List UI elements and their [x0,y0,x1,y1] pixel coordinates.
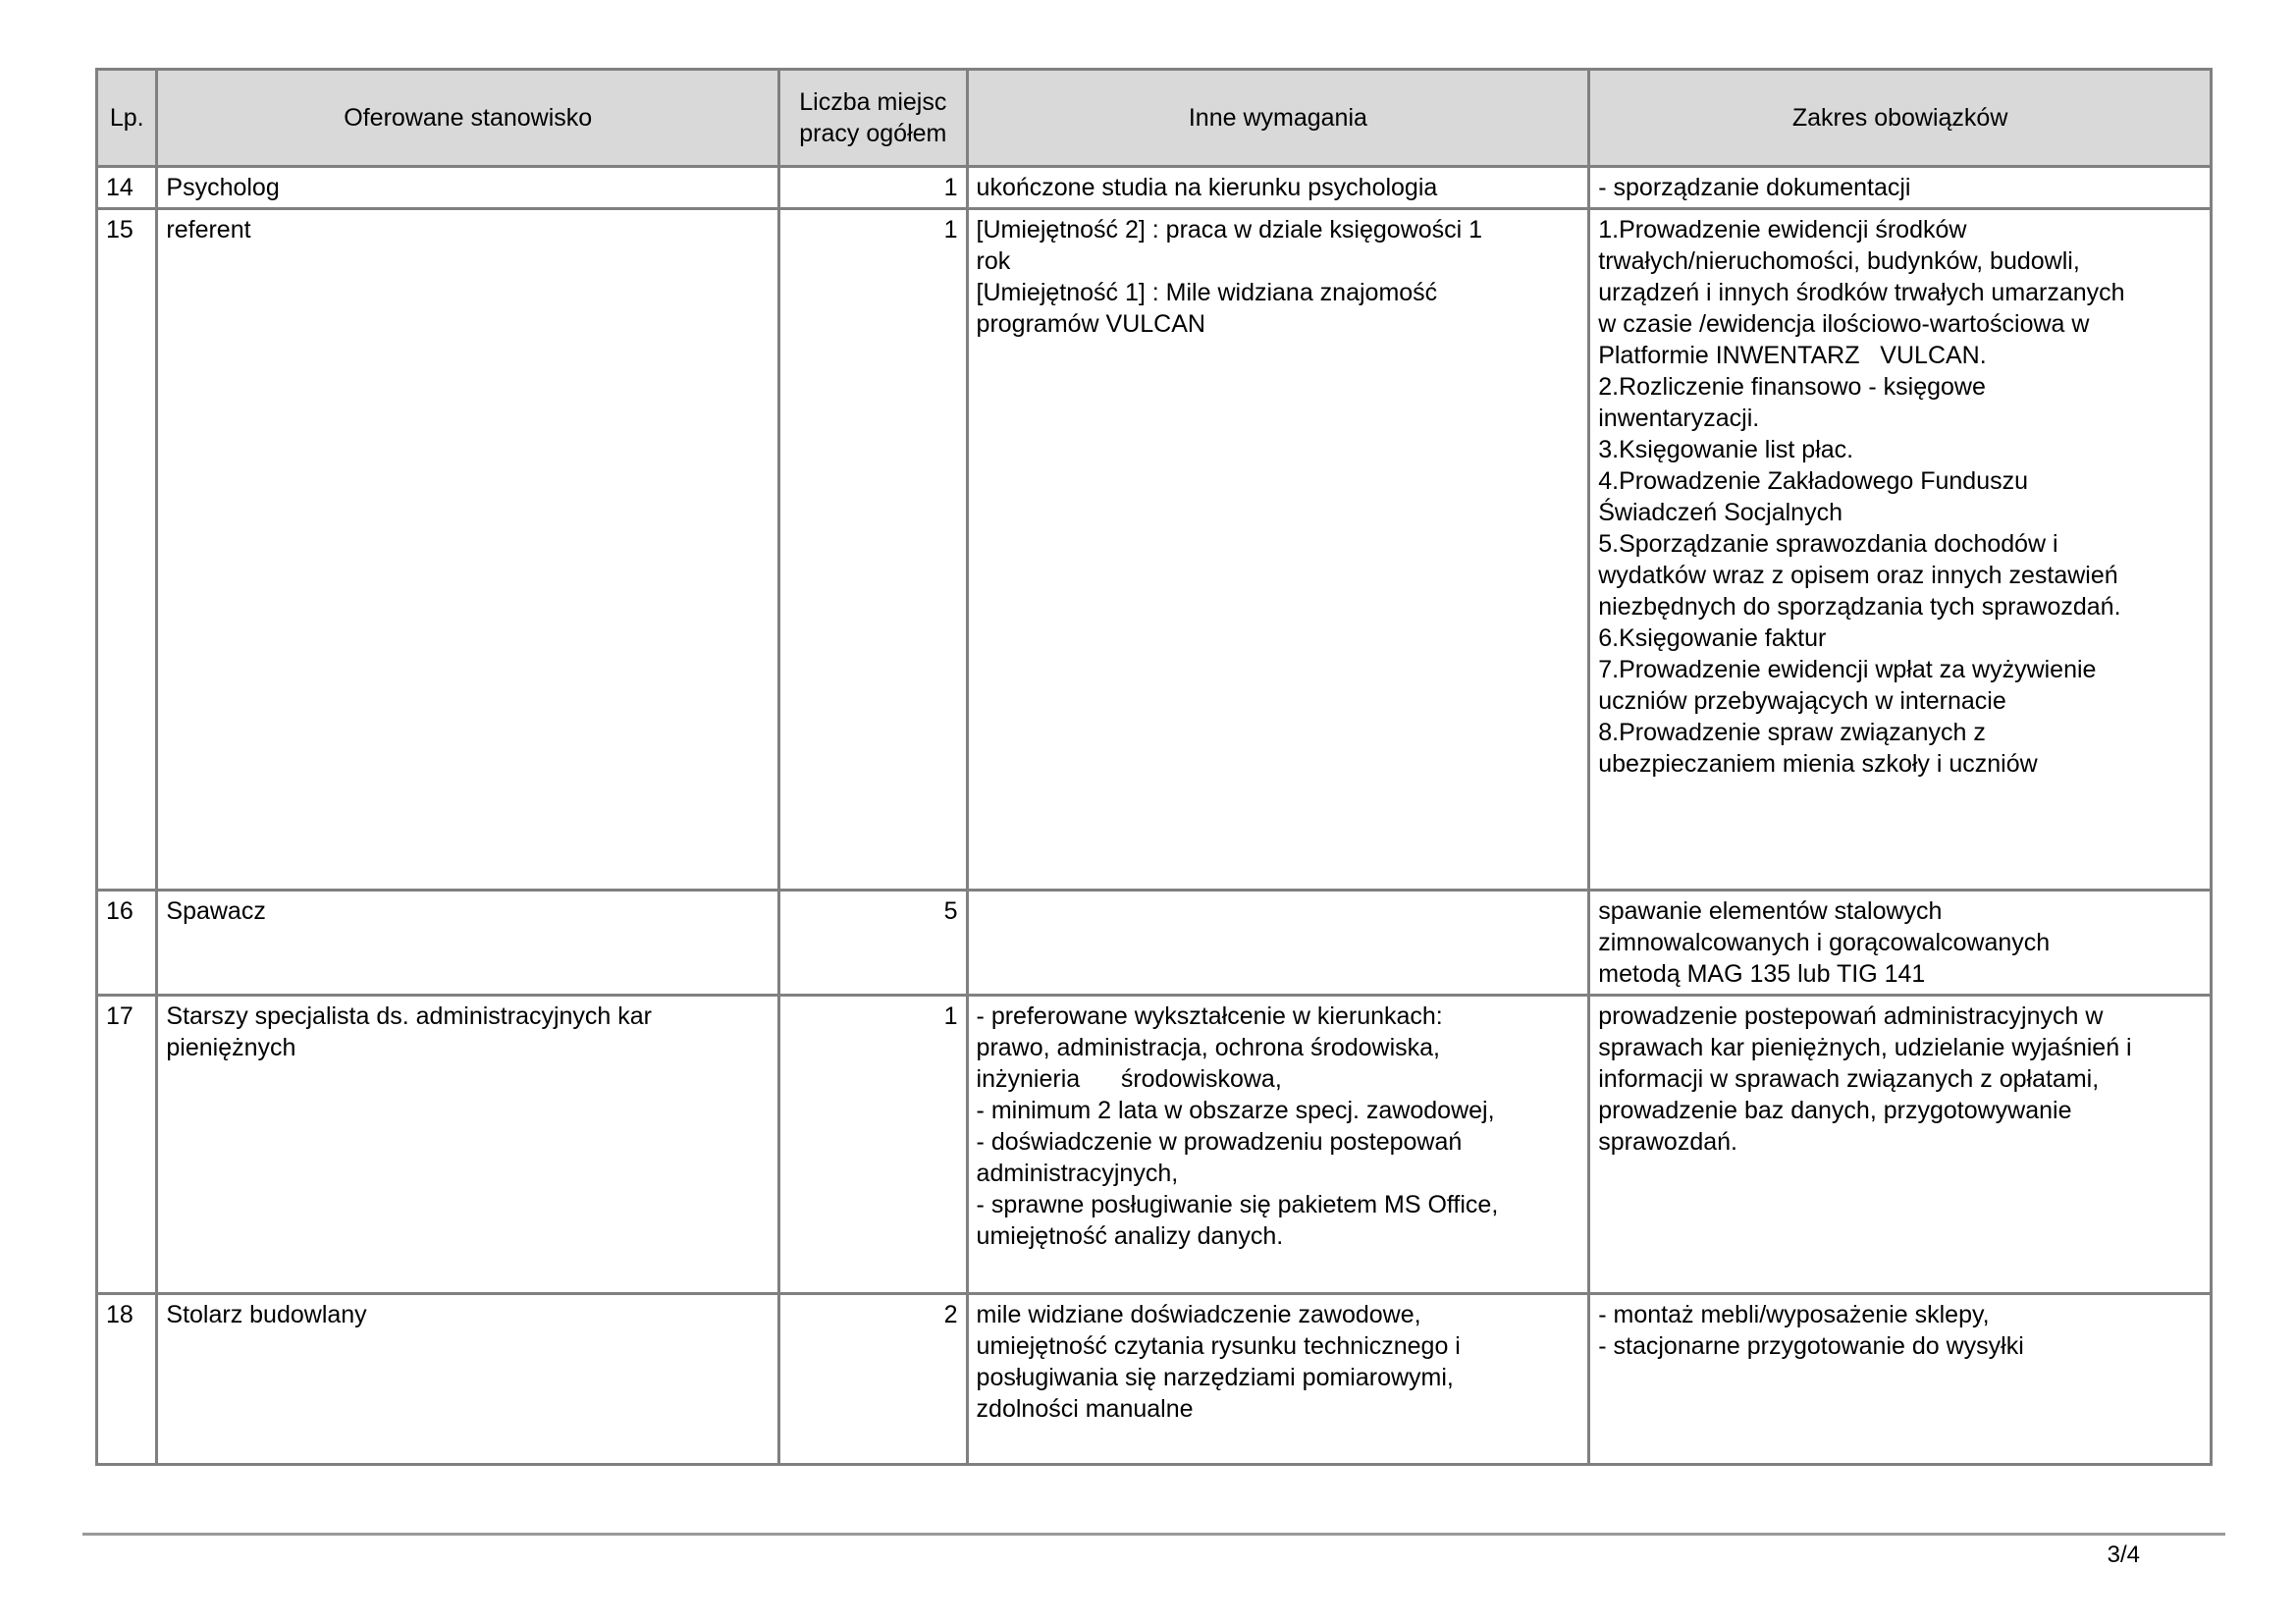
cell-count: 1 [779,209,967,891]
header-duties: Zakres obowiązków [1589,70,2212,167]
table-row [97,891,2212,996]
cell-duties: 1.Prowadzenie ewidencji środków trwałych/nieruchomości, budynków, budowli, urządzeń i innych środków trwałych umarzanych w czasie /ewidencja ilościowo-wartościowa w Platformie INWENTARZ VULCAN. 2.Rozliczenie finansowo - księgowe inwentaryzacji. 3.Księgowanie list płac. 4.Prowadzenie Zakładowego Funduszu Świadczeń Socjalnych 5.Sporządzanie sprawozdania dochodów i wydatków wraz z opisem oraz innych zestawień niezbędnych do sporządzania tych sprawozdań. 6.Księgowanie faktur 7.Prowadzenie ewidencji wpłat za wyżywienie uczniów przebywających w internacie 8.Prowadzenie spraw związanych z ubezpieczaniem mienia szkoły i uczniów [1589,209,2212,891]
cell-position: Stolarz budowlany [157,1294,779,1465]
footer-divider [82,1533,2225,1536]
cell-count: 2 [779,1294,967,1465]
header-requirements: Inne wymagania [967,70,1589,167]
cell-lp: 16 [97,891,157,996]
table-row [97,209,2212,891]
cell-position: Starszy specjalista ds. administracyjnych kar pieniężnych [157,996,779,1294]
cell-duties: - montaż mebli/wyposażenie sklepy, - stacjonarne przygotowanie do wysyłki [1589,1294,2212,1465]
table-row [97,167,2212,209]
cell-position: referent [157,209,779,891]
cell-duties: - sporządzanie dokumentacji [1589,167,2212,209]
cell-count: 5 [779,891,967,996]
cell-position: Spawacz [157,891,779,996]
cell-count: 1 [779,996,967,1294]
cell-requirements: [Umiejętność 2] : praca w dziale księgowości 1 rok [Umiejętność 1] : Mile widziana znajomość programów VULCAN [967,209,1589,891]
cell-lp: 18 [97,1294,157,1465]
cell-count: 1 [779,167,967,209]
cell-lp: 17 [97,996,157,1294]
cell-requirements: ukończone studia na kierunku psychologia [967,167,1589,209]
cell-lp: 14 [97,167,157,209]
cell-requirements: mile widziane doświadczenie zawodowe, umiejętność czytania rysunku technicznego i posługiwania się narzędziami pomiarowymi, zdolności manualne [967,1294,1589,1465]
cell-lp: 15 [97,209,157,891]
table-row [97,996,2212,1294]
cell-duties: prowadzenie postepowań administracyjnych w sprawach kar pieniężnych, udzielanie wyjaśnień i informacji w sprawach związanych z opłatami, prowadzenie baz danych, przygotowywanie sprawozdań. [1589,996,2212,1294]
cell-duties: spawanie elementów stalowych zimnowalcowanych i gorącowalcowanych metodą MAG 135 lub TIG 141 [1589,891,2212,996]
header-lp: Lp. [97,70,157,167]
job-offers-table [95,68,2213,1466]
table-header-row [97,70,2212,167]
header-position: Oferowane stanowisko [157,70,779,167]
page-number: 3/4 [2107,1542,2140,1568]
table-row [97,1294,2212,1465]
header-count: Liczba miejsc pracy ogółem [779,70,967,167]
cell-requirements: - preferowane wykształcenie w kierunkach: prawo, administracja, ochrona środowiska, inżynieria środowiskowa, - minimum 2 lata w obszarze specj. zawodowej, - doświadczenie w prowadzeniu postepowań administracyjnych, - sprawne posługiwanie się pakietem MS Office, umiejętność analizy danych. [967,996,1589,1294]
cell-position: Psycholog [157,167,779,209]
cell-requirements [967,891,1589,996]
